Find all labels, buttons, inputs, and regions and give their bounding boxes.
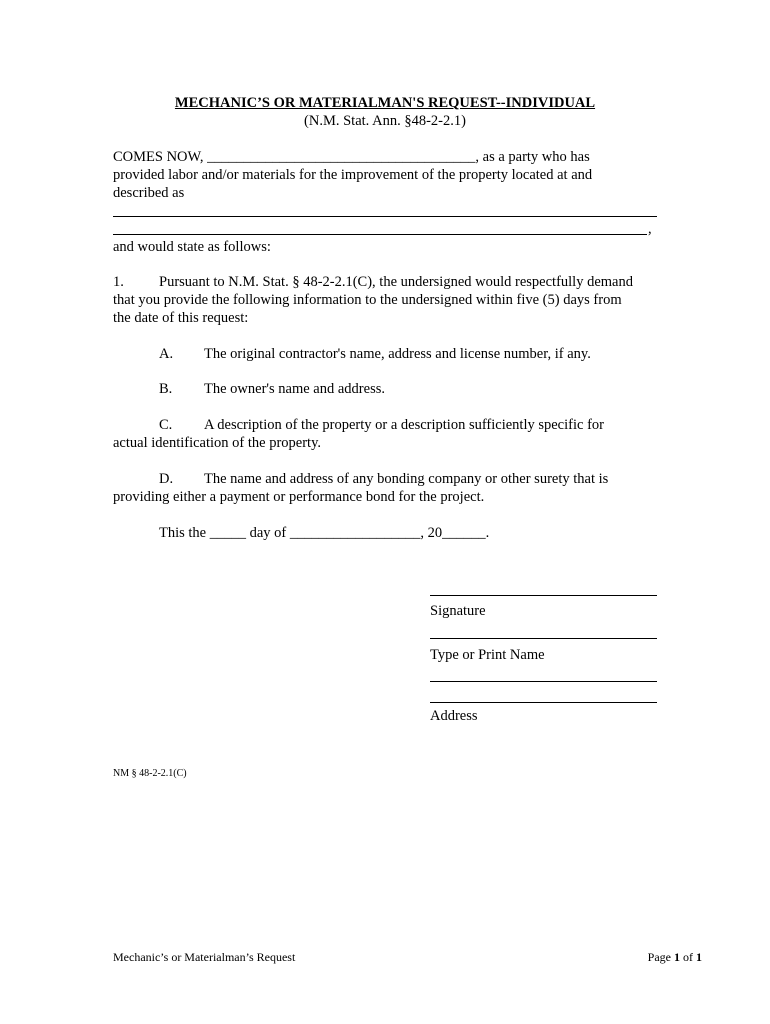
paragraph-1-line-1: Pursuant to N.M. Stat. § 48-2-2.1(C), the undersigned would respectfully demand — [159, 274, 633, 290]
intro-line-5: and would state as follows: — [113, 239, 271, 255]
item-d-text-2: providing either a payment or performance bond for the project. — [113, 489, 485, 505]
item-b-letter: B. — [159, 381, 173, 397]
page-number — [648, 948, 702, 966]
item-b-text: The owner's name and address. — [204, 381, 385, 397]
type-or-print-name-label: Type or Print Name — [430, 647, 545, 663]
intro-line-1: COMES NOW, _____________________________________, as a party who has — [113, 149, 590, 165]
page-prefix: Page — [647, 950, 674, 964]
statute-reference: NM § 48-2-2.1(C) — [113, 768, 187, 779]
item-a-letter: A. — [159, 346, 174, 362]
item-a-text: The original contractor's name, address and license number, if any. — [204, 346, 591, 362]
signature-label: Signature — [430, 603, 486, 619]
item-c-letter: C. — [159, 417, 173, 433]
property-description-comma: , — [648, 221, 652, 237]
footer-title: Mechanic’s or Materialman’s Request — [113, 950, 296, 964]
address-line-1[interactable] — [430, 681, 657, 682]
paragraph-1-line-3: the date of this request: — [113, 310, 249, 326]
document-subtitle: (N.M. Stat. Ann. §48-2-2.1) — [304, 113, 466, 129]
item-c-text-2: actual identification of the property. — [113, 435, 322, 451]
page-total: 1 — [696, 950, 702, 964]
item-c-text-1: A description of the property or a description sufficiently specific for — [204, 417, 604, 433]
property-description-line-1 — [113, 216, 657, 217]
address-label: Address — [430, 708, 478, 724]
address-line-2[interactable] — [430, 702, 657, 703]
intro-line-2: provided labor and/or materials for the improvement of the property located at and — [113, 167, 593, 183]
document-title: MECHANIC’S OR MATERIALMAN'S REQUEST--INDIVIDUAL — [174, 95, 596, 111]
page-current: 1 — [674, 950, 680, 964]
paragraph-1-line-2: that you provide the following information to the undersigned within five (5) days from — [113, 292, 622, 308]
item-d-letter: D. — [159, 471, 174, 487]
signature-line[interactable] — [430, 595, 657, 596]
property-description-line-2 — [113, 234, 647, 235]
name-line[interactable] — [430, 638, 657, 639]
item-d-text-1: The name and address of any bonding company or other surety that is — [204, 471, 609, 487]
page-of: of — [680, 950, 696, 964]
paragraph-1-number: 1. — [113, 274, 124, 290]
intro-line-3: described as — [113, 185, 185, 201]
date-line: This the _____ day of __________________, 20______. — [159, 525, 490, 541]
